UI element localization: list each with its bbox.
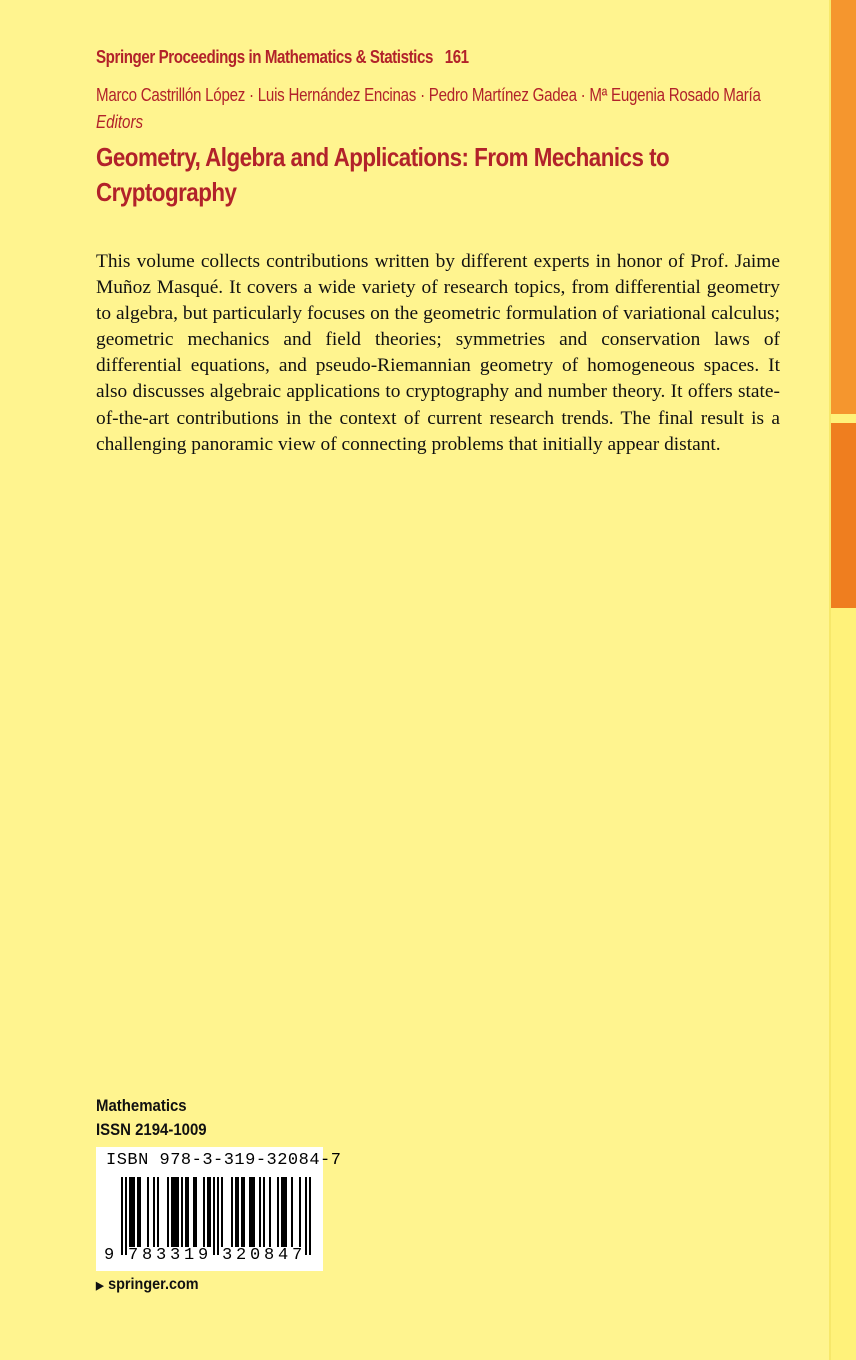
barcode-bar (187, 1177, 189, 1247)
barcode-digit: 0 (250, 1246, 261, 1265)
barcode-bar (221, 1177, 223, 1247)
barcode-bar (175, 1177, 177, 1247)
barcode-bar (193, 1177, 195, 1247)
barcode-bar (129, 1177, 131, 1247)
barcode-bar (231, 1177, 233, 1247)
barcode-digit: 7 (292, 1246, 303, 1265)
barcode-digit: 3 (222, 1246, 233, 1265)
barcode-bar (253, 1177, 255, 1247)
barcode-bar (207, 1177, 209, 1247)
barcode-bar (277, 1177, 279, 1247)
barcode-bar (281, 1177, 283, 1247)
barcode-bar (177, 1177, 179, 1247)
barcode-digit: 4 (278, 1246, 289, 1265)
barcode-bar (125, 1177, 127, 1255)
barcode-digit: 3 (170, 1246, 181, 1265)
barcode-bar (137, 1177, 139, 1247)
barcode-bar (283, 1177, 285, 1247)
barcode-bar (237, 1177, 239, 1247)
barcode-bar (263, 1177, 265, 1247)
series-line (96, 47, 469, 68)
isbn-text: ISBN 978-3-319-32084-7 (106, 1151, 342, 1170)
barcode-digit: 9 (104, 1246, 115, 1265)
barcode-digits (96, 1246, 323, 1268)
barcode-bar (195, 1177, 197, 1247)
barcode-bar (269, 1177, 271, 1247)
barcode-bar (153, 1177, 155, 1247)
barcode-bar (147, 1177, 149, 1247)
barcode-bar (181, 1177, 183, 1247)
barcode-bar (133, 1177, 135, 1247)
barcode-bar (203, 1177, 205, 1247)
barcode-digit: 8 (142, 1246, 153, 1265)
isbn-barcode (96, 1147, 342, 1271)
series-name: Springer Proceedings in Mathematics & Statistics (96, 47, 433, 67)
barcode-bar (291, 1177, 293, 1247)
barcode-digit: 7 (128, 1246, 139, 1265)
barcode-bar (157, 1177, 159, 1247)
spine-gap (831, 414, 856, 423)
barcode-digit: 1 (184, 1246, 195, 1265)
barcode-bar (185, 1177, 187, 1247)
barcode-bar (241, 1177, 243, 1247)
barcode-bar (121, 1177, 123, 1255)
barcode-bar (139, 1177, 141, 1247)
editor-names: Marco Castrillón López · Luis Hernández Encinas · Pedro Martínez Gadea · Mª Eugenia Rosado María (96, 85, 761, 105)
spine-orange-band-top (831, 0, 856, 414)
barcode-bar (171, 1177, 173, 1247)
barcode-bar (167, 1177, 169, 1247)
barcode-bar (217, 1177, 219, 1255)
barcode-digit: 3 (156, 1246, 167, 1265)
blurb-text: This volume collects contributions written by different experts in honor of Prof. Jaime Muñoz Masqué. It covers a wide variety of research topics, from differential geometry to algebra, but particularly focuses on the geometric formulation of variational calculus; geometric mechanics and field theories; symmetries and conservation laws of differential equations, and pseudo-Riemannian geometry of homogeneous spaces. It also discusses algebraic applications to cryptography and number theory. It offers state-of-the-art contributions in the context of current research trends. The final result is a challenging panoramic view of connecting problems that initially appear distant. (96, 251, 780, 455)
barcode-bar (309, 1177, 311, 1255)
series-volume: 161 (444, 47, 469, 67)
barcode-bar (209, 1177, 211, 1247)
barcode-digit: 9 (198, 1246, 209, 1265)
barcode-bar (259, 1177, 261, 1247)
website-link[interactable] (96, 1276, 199, 1294)
barcode-bar (243, 1177, 245, 1247)
barcode-bar (213, 1177, 215, 1255)
barcode-bar (131, 1177, 133, 1247)
barcode-bar (173, 1177, 175, 1247)
book-title: Geometry, Algebra and Applications: From Mechanics to Cryptography (96, 142, 670, 207)
spine-orange-band-bottom (831, 423, 856, 608)
editors-label: Editors (96, 112, 144, 132)
barcode-bar (249, 1177, 251, 1247)
subject-label: Mathematics (96, 1096, 187, 1115)
barcode-digit: 2 (236, 1246, 247, 1265)
description-blurb (96, 249, 780, 458)
barcode-bar (305, 1177, 307, 1255)
barcode-bar (235, 1177, 237, 1247)
issn-label: ISSN 2194-1009 (96, 1120, 207, 1139)
barcode-bar (299, 1177, 301, 1247)
barcode-bar (251, 1177, 253, 1247)
barcode-digit: 8 (264, 1246, 275, 1265)
barcode-bar (285, 1177, 287, 1247)
website-text: springer.com (108, 1276, 199, 1293)
arrow-right-icon: ▶ (96, 1279, 104, 1292)
